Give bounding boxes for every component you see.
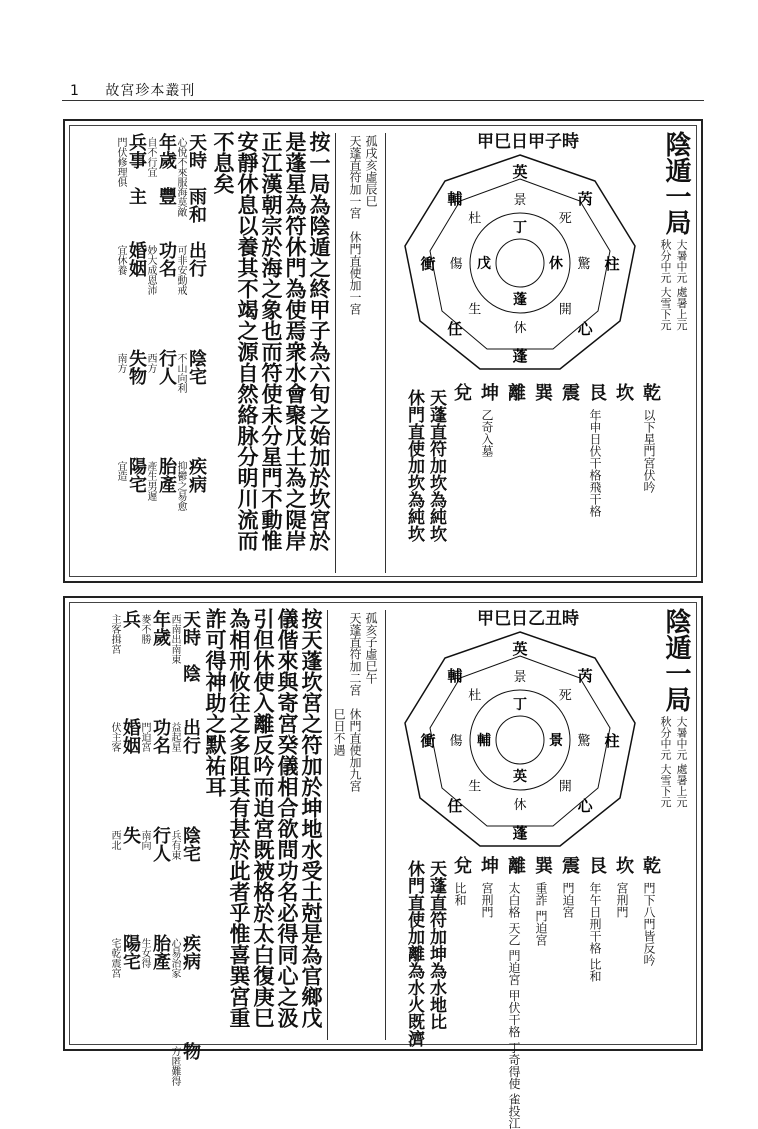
- gate-label: 開: [558, 779, 572, 795]
- omen-category: 年歲: [150, 610, 171, 646]
- trigram-note: 比和: [453, 882, 467, 906]
- omen-category: 行人: [150, 826, 171, 862]
- trigram-label: 坤: [478, 383, 499, 401]
- center-label: 英: [513, 769, 527, 785]
- star-label: 衝: [420, 732, 436, 750]
- omen-note: 門伏修理俱: [115, 137, 126, 187]
- omen-note: 不山向利: [175, 353, 186, 393]
- gate-label: 傷: [449, 734, 463, 749]
- trigram-note: 門下八門皆反吟: [642, 882, 656, 966]
- omen-note: 益起星: [169, 722, 180, 752]
- commentary-line-1: 按天蓬坎宮之符加於坤地水受土尅是為官鄉戊: [299, 608, 324, 1028]
- omen-note: 生女得: [139, 938, 150, 968]
- omen-category: 疾病: [186, 457, 207, 493]
- star-label: 輔: [447, 189, 463, 208]
- commentary-line-4: 安靜休息以養其不竭之源自然絡脉分明川流而: [235, 131, 260, 551]
- note-placement: 天蓬直符加一宮 休門直使加一宮: [348, 135, 362, 315]
- gate-label: 休: [513, 321, 527, 336]
- omen-note: 自不行宜: [145, 137, 156, 177]
- star-label: 蓬: [512, 824, 528, 842]
- omen-note: 兵有東: [169, 830, 180, 860]
- omen-note: 主客揖宮: [109, 614, 120, 654]
- note-placement: 天蓬直符加二宮 休門直使加九宮: [348, 612, 362, 792]
- trigram-note: 太白格 天乙 門迫宮 甲伏干格 丁奇得使 雀投江: [507, 882, 521, 1129]
- omen-category: 兵事 主: [126, 133, 147, 205]
- running-header: [70, 80, 195, 100]
- star-label: 輔: [447, 666, 463, 685]
- star-label: 心: [577, 320, 593, 339]
- omen-note: 宜休養: [115, 245, 126, 275]
- gate-label: 驚: [577, 257, 591, 272]
- omen-category: 陰宅: [180, 826, 201, 862]
- chart-panel-bottom: [63, 596, 703, 1129]
- trigram-note: 以下星門宮伏吟: [642, 409, 656, 493]
- outer-octagon: [405, 155, 635, 369]
- omen-category: 物: [180, 1042, 201, 1060]
- gate-label: 死: [558, 688, 572, 704]
- omen-note: 產生男遲: [145, 461, 156, 501]
- star-label: 衝: [420, 255, 436, 273]
- trigram-note: 門迫宮: [561, 882, 575, 918]
- trigram-label: 坎: [613, 383, 634, 401]
- trigram-note: 宮刑門: [615, 882, 629, 918]
- gate-label: 景: [513, 193, 527, 208]
- header-rule: [62, 100, 704, 101]
- rule-direct-envoy: 休門直使加離為水火既濟: [404, 860, 424, 1047]
- omen-category: 疾病: [180, 934, 201, 970]
- gate-label: 驚: [577, 734, 591, 749]
- center-label: 休: [549, 256, 563, 272]
- star-label: 心: [577, 797, 593, 816]
- column-divider: [385, 133, 386, 573]
- trigram-label: 乾: [640, 856, 661, 874]
- omen-note: 西南出南東: [169, 614, 180, 664]
- page-number: 1: [70, 83, 80, 99]
- trigram-label: 艮: [586, 383, 607, 401]
- commentary-line-2: 儀偕來與寄宮癸儀相合欲問功名必得同心之汲: [275, 608, 300, 1028]
- panel-title: 陰遁一局: [661, 131, 691, 235]
- omen-category: 功名: [156, 241, 177, 277]
- omen-category: 出行: [180, 718, 201, 754]
- omen-category: 陽宅: [120, 934, 141, 970]
- note-lone-void: 孤戌亥虛辰巳: [364, 135, 378, 207]
- gate-label: 景: [513, 670, 527, 685]
- column-divider: [327, 610, 328, 1040]
- gate-label: 休: [513, 798, 527, 813]
- star-label: 任: [447, 797, 463, 816]
- rule-direct-symbol: 天蓬直符加坎為純坎: [426, 389, 446, 542]
- star-label: 芮: [577, 666, 593, 685]
- gate-label: 生: [468, 779, 482, 795]
- column-divider: [385, 610, 386, 1040]
- trigram-label: 震: [559, 856, 580, 874]
- star-label: 芮: [577, 189, 593, 208]
- center-label: 丁: [513, 220, 527, 236]
- center-label: 輔: [477, 733, 491, 749]
- omen-note: 西方: [145, 353, 156, 373]
- trigram-label: 坎: [613, 856, 634, 874]
- trigram-label: 巽: [532, 383, 553, 401]
- gate-label: 開: [558, 302, 572, 318]
- omen-note: 麥不勝: [139, 614, 150, 644]
- gate-label: 傷: [449, 257, 463, 272]
- omen-note: 可非安動戒: [175, 245, 186, 295]
- center-ring: [496, 716, 544, 764]
- omen-category: 失: [120, 826, 141, 844]
- omen-category: 功名: [150, 718, 171, 754]
- omen-note: 門迫宮: [139, 722, 150, 752]
- omen-category: 天時 陰: [180, 610, 201, 682]
- chart-panel-top: [63, 119, 703, 583]
- trigram-label: 乾: [640, 383, 661, 401]
- omen-note: 南向: [139, 830, 150, 850]
- trigram-label: 兌: [451, 856, 472, 874]
- commentary-line-4: 為相刑攸往之多阻其有甚於此者乎惟喜巽宮重: [227, 608, 252, 1028]
- gate-label: 杜: [468, 211, 482, 227]
- commentary-line-5: 詐可得神助之默祐耳: [203, 608, 228, 797]
- star-label: 英: [512, 163, 528, 181]
- omen-category: 胎產: [150, 934, 171, 970]
- star-label: 任: [447, 320, 463, 339]
- omen-note: 伏主客: [109, 722, 120, 752]
- rule-direct-symbol: 天蓬直符加坤為水地比: [426, 860, 446, 1030]
- note-day: 巳日不遇: [332, 708, 346, 756]
- omen-category: 天時 雨和: [186, 133, 207, 223]
- center-label: 景: [549, 733, 563, 749]
- panel-heading: 甲巳日甲子時: [477, 132, 579, 152]
- omen-category: 失物: [126, 349, 147, 385]
- omen-note: 宜造: [115, 461, 126, 481]
- omen-note: 南方: [115, 353, 126, 373]
- commentary-line-1: 按一局為陰遁之終甲子為六旬之始加於坎宮於: [307, 131, 332, 551]
- center-ring: [496, 239, 544, 287]
- star-label: 柱: [604, 255, 620, 273]
- gate-label: 生: [468, 302, 482, 318]
- star-label: 英: [512, 640, 528, 658]
- trigram-label: 兌: [451, 383, 472, 401]
- commentary-line-2: 是蓬星為符休門為使焉衆水會聚戊土為之隄岸: [283, 131, 308, 551]
- panel-subtitle-2: 秋分中元 大雪下元: [659, 716, 672, 808]
- commentary-line-5: 不息矣: [211, 131, 236, 194]
- panel-subtitle-1: 大暑中元 處暑上元: [675, 239, 688, 331]
- panel-subtitle-1: 大暑中元 處暑上元: [675, 716, 688, 808]
- gate-label: 死: [558, 211, 572, 227]
- star-label: 蓬: [512, 347, 528, 365]
- omen-note: 妙大成恩沛: [145, 245, 156, 295]
- trigram-label: 坤: [478, 856, 499, 874]
- nine-palace-ring: [395, 628, 645, 854]
- trigram-note: 乙奇入墓: [480, 409, 494, 457]
- omen-note: 心悅不來服海莫敵: [175, 137, 186, 217]
- column-divider: [335, 133, 336, 573]
- panel-heading: 甲巳日乙丑時: [477, 609, 579, 629]
- omen-note: 方匿難得: [169, 1046, 180, 1086]
- omen-category: 陽宅: [126, 457, 147, 493]
- center-label: 戊: [477, 256, 491, 272]
- omen-category: 年歲 豐: [156, 133, 177, 205]
- omen-category: 婚姻: [126, 241, 147, 277]
- omen-category: 陰宅: [186, 349, 207, 385]
- outer-octagon: [405, 632, 635, 846]
- rule-direct-envoy: 休門直使加坎為純坎: [404, 389, 424, 542]
- panel-title: 陰遁一局: [661, 608, 691, 712]
- trigram-label: 巽: [532, 856, 553, 874]
- trigram-label: 離: [505, 856, 526, 874]
- trigram-label: 震: [559, 383, 580, 401]
- omen-category: 婚姻: [120, 718, 141, 754]
- gate-label: 杜: [468, 688, 482, 704]
- omen-category: 出行: [186, 241, 207, 277]
- commentary-line-3: 正江漢朝宗於海之象也而符使未分星門不動惟: [259, 131, 284, 551]
- trigram-label: 艮: [586, 856, 607, 874]
- center-label: 丁: [513, 697, 527, 713]
- omen-note: 心易治家: [169, 938, 180, 978]
- panel-subtitle-2: 秋分中元 大雪下元: [659, 239, 672, 331]
- omen-category: 胎產: [156, 457, 177, 493]
- center-label: 蓬: [513, 292, 527, 308]
- nine-palace-ring: [395, 151, 645, 377]
- commentary-line-3: 引但休使入離反吟而迫宮既被格於太白復庚巳: [251, 608, 276, 1028]
- trigram-note: 年午日刑干格 比和: [588, 882, 602, 982]
- series-title: 故宮珍本叢刊: [105, 83, 196, 99]
- omen-category: 兵: [120, 610, 141, 628]
- trigram-note: 年申日伏干格飛干格: [588, 409, 602, 517]
- star-label: 柱: [604, 732, 620, 750]
- omen-note: 抑鬱之易愈: [175, 461, 186, 511]
- trigram-note: 重詐 門迫宮: [534, 882, 548, 946]
- omen-note: 宅乾震宮: [109, 938, 120, 978]
- note-lone-void: 孤亥子虛巳午: [364, 612, 378, 684]
- trigram-label: 離: [505, 383, 526, 401]
- omen-note: 西北: [109, 830, 120, 850]
- omen-category: 行人: [156, 349, 177, 385]
- trigram-note: 宮刑門: [480, 882, 494, 918]
